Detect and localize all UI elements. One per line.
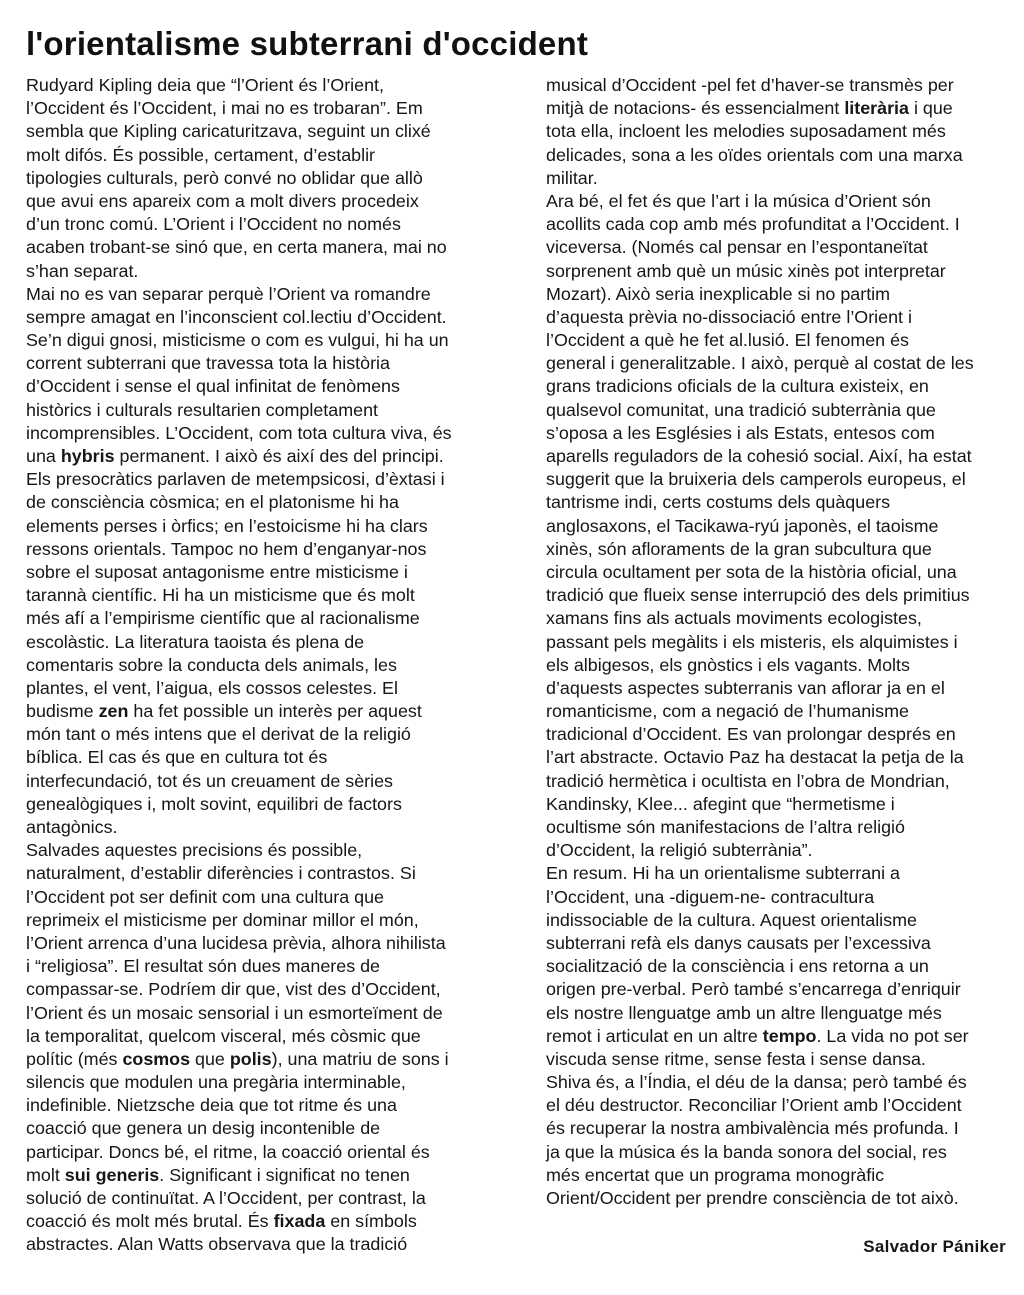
text-line: circula ocultament per sota de la història oficial, una (546, 561, 957, 582)
text-line: bíblica. El cas és que en cultura tot és (26, 747, 328, 768)
text-line: plantes, el vent, l’aigua, els cossos celestes. El (26, 677, 398, 698)
text-line: sempre amagat en l’inconscient col.lectiu d’Occident. (26, 306, 447, 327)
text-line: indefinible. Nietzsche deia que tot ritme és una (26, 1095, 397, 1116)
text-line: romanticisme, com a negació de l’humanisme (546, 701, 909, 722)
text-line: antagònics. (26, 817, 118, 837)
text-line: comentaris sobre la conducta dels animals, les (26, 654, 397, 675)
text-line: naturalment, d’establir diferències i contrastos. Si (26, 863, 416, 884)
text-line: delicades, sona a les oïdes orientals com una marxa (546, 144, 963, 165)
text-line: xamans fins als actuals moviments ecologistes, (546, 608, 922, 629)
article-title: l'orientalisme subterrani d'occident (26, 25, 589, 62)
text-line: els albigesos, els gnòstics i els vagants. Molts (546, 654, 910, 675)
text-line: coacció que genera un desig incontenible de (26, 1118, 381, 1139)
text-line: incomprensibles. L’Occident, com tota cultura viva, és (26, 422, 452, 443)
text-line: escolàstic. La literatura taoista és plena de (26, 631, 365, 652)
text-line: general i generalitzable. I això, perquè al costat de les (546, 353, 974, 374)
text-line: Orient/Occident per prendre consciència de tot això. (546, 1188, 959, 1208)
text-line: Kandinsky, Klee... afegint que “hermetisme i (546, 793, 895, 814)
text-line: interfecundació, tot és un creuament de sèries (26, 770, 393, 791)
text-line: sobre el suposat antagonisme entre misticisme i (26, 561, 408, 582)
text-line: militar. (546, 167, 598, 188)
text-line: viscuda sense ritme, sense festa i sense dansa. (546, 1048, 926, 1069)
text-line: molt sui generis. Significant i significat no tenen (26, 1164, 410, 1185)
text-line: l’Occident és l’Occident, i mai no es trobaran”. Em (26, 98, 423, 119)
text-line: d’aquesta prèvia no-dissociació entre l’Orient i (546, 306, 912, 327)
text-line: l’Orient és un mosaic sensorial i un esmorteïment de (26, 1002, 443, 1023)
text-line: tradicional d’Occident. Es van prolongar després en (546, 724, 956, 745)
text-line: món tant o més intens que el derivat de la religió (26, 724, 411, 745)
text-line: solució de continuïtat. A l’Occident, per contrast, la (26, 1188, 426, 1208)
article-left-column (26, 74, 518, 1257)
text-line: remot i articulat en un altre tempo. La vida no pot ser (546, 1025, 969, 1046)
text-line: tota ella, incloent les melodies suposadament més (546, 121, 946, 142)
text-line: En resum. Hi ha un orientalisme subterrani a (546, 863, 901, 884)
text-line: d’un tronc comú. L’Orient i l’Occident no només (26, 214, 401, 235)
text-line: reprimeix el misticisme per dominar millor el món, (26, 909, 419, 930)
text-line: s’han separat. (26, 260, 139, 281)
text-line: grans tradicions oficials de la cultura existeix, en (546, 376, 929, 397)
text-line: passant pels megàlits i els misteris, els alquimistes i (546, 631, 958, 652)
text-line: budisme zen ha fet possible un interès per aquest (26, 701, 422, 722)
text-line: anglosaxons, el Tacikawa-ryú japonès, el taoisme (546, 515, 939, 536)
text-line: i “religiosa”. El resultat són dues maneres de (26, 956, 381, 977)
text-line: tradició hermètica i ocultista en l’obra de Mondrian, (546, 770, 950, 791)
text-line: Ara bé, el fet és que l’art i la música d’Orient són (546, 190, 931, 211)
text-line: corrent subterrani que travessa tota la història (26, 353, 390, 374)
text-line: aparells reguladors de la cohesió social. Així, ha estat (546, 446, 972, 466)
text-line: socialització de la consciència i ens retorna a un (546, 956, 929, 977)
text-line: ressons orientals. Tampoc no hem d’enganyar-nos (26, 538, 427, 559)
text-line: xinès, són aflorаments de la gran subcultura que (546, 538, 932, 559)
author-signature: Salvador Pániker (863, 1237, 1006, 1256)
text-line: genealògiques i, molt sovint, equilibri de factors (26, 793, 402, 814)
text-line: històrics i culturals resultarien completament (26, 399, 378, 420)
text-line: l’Occident, una -diguem-ne- contracultura (546, 886, 875, 907)
text-line: origen pre-verbal. Però també s’encarrega d’enriquir (546, 979, 961, 1000)
text-line: participar. Doncs bé, el ritme, la coacció oriental és (26, 1141, 430, 1162)
text-line: mitjà de notacions- és essencialment literària i que (546, 98, 953, 119)
text-line: l’Occident a què he fet al.lusió. El fenomen és (546, 330, 909, 351)
text-line: abstractes. Alan Watts observava que la tradició (26, 1234, 408, 1255)
text-line: d’Occident i sense el qual infinitat de fenòmens (26, 376, 400, 397)
text-line: acaben trobant-se sinó que, en certa manera, mai no (26, 237, 447, 258)
text-line: s’oposa a les Esglésies i als Estats, entesos com (546, 422, 935, 443)
text-line: tarannà científic. Hi ha un misticisme que és molt (26, 585, 415, 606)
text-line: que avui ens apareix com a molt divers procedeix (26, 190, 419, 211)
text-line: silencis que modulen una pregària interminable, (26, 1072, 406, 1093)
text-line: acollits cada cop amb més profunditat a l’Occident. I (546, 214, 960, 235)
text-line: una hybris permanent. I això és així des del principi. (26, 446, 444, 466)
text-line: l’Orient arrenca d’una lucidesa prèvia, alhora nihilista (26, 932, 446, 953)
article-right-column (546, 74, 1016, 1210)
text-line: Mozart). Això seria inexplicable si no partim (546, 283, 891, 304)
text-line: compassar-se. Podríem dir que, vist des d’Occident, (26, 979, 441, 1000)
text-line: de consciència còsmica; en el platonisme hi ha (26, 492, 399, 513)
text-line: sembla que Kipling caricaturitzava, seguint un clixé (26, 121, 431, 142)
text-line: coacció és molt més brutal. És fixada en símbols (26, 1211, 417, 1232)
text-line: Se’n digui gnosi, misticisme o com es vulgui, hi ha un (26, 330, 449, 351)
text-line: els nostre llenguatge amb un altre llenguatge més (546, 1002, 942, 1023)
text-line: ocultisme són manifestacions de l’altra religió (546, 817, 905, 837)
text-line: polític (més cosmos que polis), una matriu de sons i (26, 1048, 449, 1069)
text-line: qualsevol comunitat, una tradició subterrània que (546, 399, 936, 420)
text-line: elements perses i òrfics; en l’estoicisme hi ha clars (26, 515, 428, 536)
text-line: és recuperar la nostra ambivalència més profunda. I (546, 1118, 959, 1139)
text-line: la temporalitat, quelcom visceral, més còsmic que (26, 1025, 421, 1046)
text-line: musical d’Occident -pel fet d’haver-se transmès per (546, 75, 954, 95)
text-line: Mai no es van separar perquè l’Orient va romandre (26, 283, 431, 304)
text-line: Shiva és, a l’Índia, el déu de la dansa; però també és (546, 1072, 967, 1093)
text-line: més encertat que un programa monogràfic (546, 1164, 885, 1185)
text-line: tipologies culturals, però convé no oblidar que allò (26, 167, 423, 188)
text-line: d’aquests aspectes subterranis van aflorar ja en el (546, 677, 945, 698)
text-line: Els presocràtics parlaven de metempsicosi, d’èxtasi i (26, 469, 445, 490)
text-line: molt difós. És possible, certament, d’establir (26, 144, 376, 165)
text-line: el déu destructor. Reconciliar l’Orient amb l’Occident (546, 1095, 962, 1116)
text-line: sorprenent amb què un músic xinès pot interpretar (546, 260, 946, 281)
text-line: d’Occident, la religió subterrània”. (546, 840, 813, 861)
text-line: l’Occident pot ser definit com una cultura que (26, 886, 385, 907)
text-line: suggerit que la bruixeria dels camperols europeus, el (546, 469, 966, 490)
text-line: ja que la música és la banda sonora del social, res (546, 1141, 947, 1162)
text-line: més afí a l’empirisme científic que al racionalisme (26, 608, 420, 629)
text-line: l’art abstracte. Octavio Paz ha destacat la petja de la (546, 747, 964, 768)
text-line: tradició que flueix sense interrupció des dels primitius (546, 585, 970, 606)
text-line: tantrisme indi, certs costums dels quàquers (546, 492, 891, 513)
text-line: subterrani refà els danys causats per l’excessiva (546, 932, 931, 953)
text-line: Salvades aquestes precisions és possible, (26, 840, 363, 861)
text-line: viceversa. (Només cal pensar en l’espontaneïtat (546, 237, 928, 258)
text-line: Rudyard Kipling deia que “l’Orient és l’Orient, (26, 75, 384, 95)
text-line: indissociable de la cultura. Aquest orientalisme (546, 909, 917, 930)
